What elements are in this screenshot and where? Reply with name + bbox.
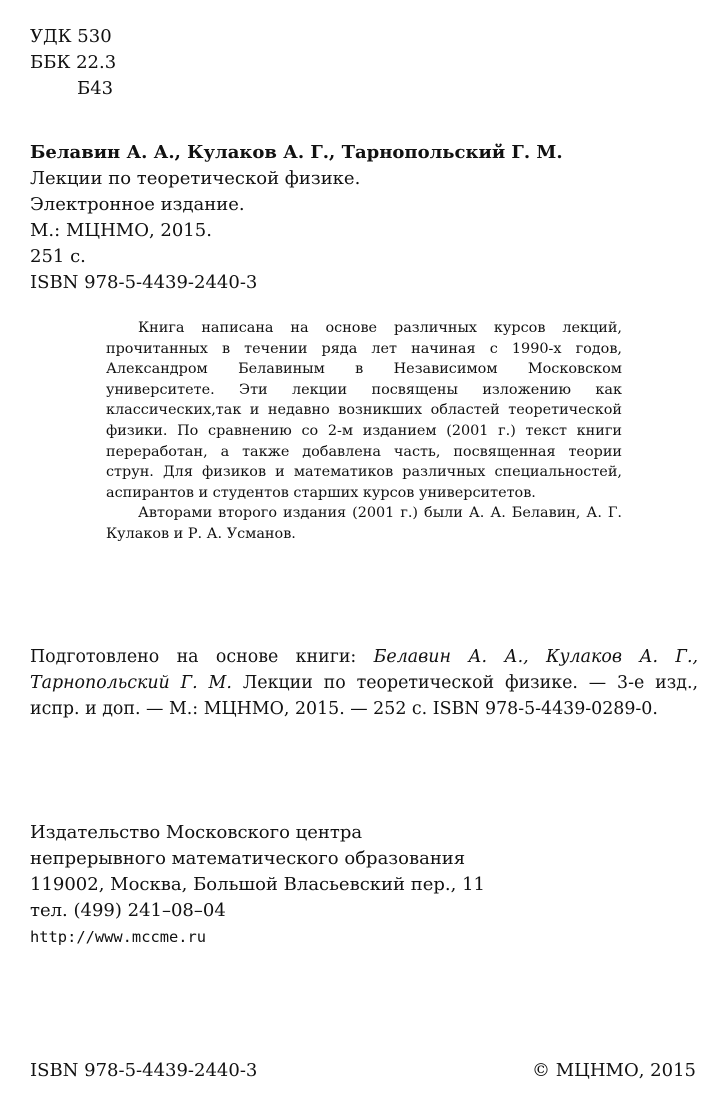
source-authors: Белавин А. А., Кулаков А. Г., Тарнопольский Г. М.	[30, 647, 698, 693]
publisher-url[interactable]: http://www.mccme.ru	[30, 928, 207, 946]
publisher-address: 119002, Москва, Большой Власьевский пер., 11	[30, 874, 486, 895]
publisher-info	[30, 820, 485, 950]
publisher-phone: тел. (499) 241–08–04	[30, 900, 226, 921]
isbn: ISBN 978-5-4439-2440-3	[30, 272, 258, 293]
authors: Белавин А. А., Кулаков А. Г., Тарнопольский Г. М.	[30, 142, 563, 163]
imprint: М.: МЦНМО, 2015.	[30, 220, 212, 241]
udk-code: УДК 530	[30, 26, 112, 47]
footer-copyright: © МЦНМО, 2015	[532, 1060, 696, 1081]
abstract-paragraph: Книга написана на основе различных курсов лекций, прочитанных в течении ряда лет начиная с 1990-х годов, Александром Белавиным в Независимом Московском университете. Эти лекции посвящены изложению как классических,так и недавно возникших областей теоретической физики. По сравнению со 2-м изданием (2001 г.) текст книги переработан, а также добавлена часть, посвященная теории струн. Для физиков и математиков различных специальностей, аспирантов и студентов старших курсов университетов.	[106, 320, 622, 501]
bibliographic-record	[30, 140, 710, 296]
abstract	[106, 318, 622, 545]
source-prefix: Подготовлено на основе книги:	[30, 647, 374, 667]
book-title: Лекции по теоретической физике.	[30, 168, 361, 189]
abstract-paragraph: Авторами второго издания (2001 г.) были А. А. Белавин, А. Г. Кулаков и Р. А. Усманов.	[106, 505, 622, 542]
bbk-code: ББК 22.3	[30, 52, 117, 73]
edition: Электронное издание.	[30, 194, 245, 215]
page-count: 251 с.	[30, 246, 86, 267]
classification-codes	[30, 24, 116, 102]
source-note	[30, 644, 698, 722]
author-mark: Б43	[77, 78, 114, 99]
source-note-text	[30, 644, 698, 722]
publisher-name-line1: Издательство Московского центра	[30, 822, 363, 843]
source-details: Лекции по теоретической физике. — 3-е изд., испр. и доп. — М.: МЦНМО, 2015. — 252 с. ISBN 978-5-4439-0289-0.	[30, 673, 698, 719]
publisher-name-line2: непрерывного математического образования	[30, 848, 466, 869]
footer-isbn: ISBN 978-5-4439-2440-3	[30, 1060, 258, 1081]
